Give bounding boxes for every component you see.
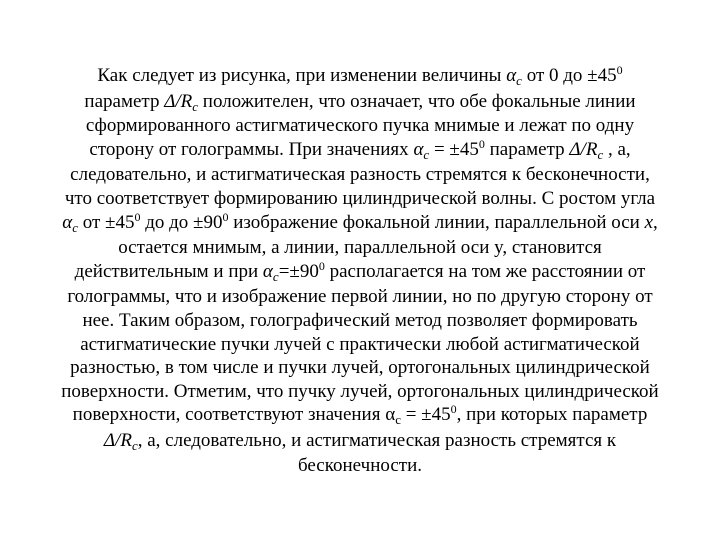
text-line bbox=[22, 403, 698, 429]
math-symbol: α bbox=[262, 260, 273, 282]
text-run: сторону от голограммы. При значениях bbox=[89, 138, 414, 160]
math-symbol: x bbox=[644, 211, 654, 233]
body-text-paragraph bbox=[22, 64, 698, 477]
text-run: следовательно, и астигматическая разность стремятся к бесконечности, bbox=[70, 164, 650, 186]
text-run: параметр bbox=[84, 90, 165, 112]
text-line bbox=[22, 429, 698, 454]
text-run: , при которых параметр bbox=[456, 404, 648, 426]
text-run: поверхности. Отметим, что пучку лучей, ортогональных цилиндрической bbox=[61, 380, 659, 402]
math-symbol: Δ/R bbox=[164, 90, 193, 112]
text-run: = ±45 bbox=[429, 138, 479, 160]
text-run: =±90 bbox=[278, 260, 319, 282]
text-run: до до ±90 bbox=[140, 211, 223, 233]
math-symbol: Δ/R bbox=[569, 138, 598, 160]
text-run: α bbox=[385, 404, 396, 426]
text-line bbox=[22, 356, 698, 380]
superscript-text: 0 bbox=[134, 209, 141, 224]
text-run: действительным и при bbox=[74, 260, 263, 282]
text-line bbox=[22, 114, 698, 138]
subscript-text: с bbox=[131, 437, 138, 453]
math-symbol: α bbox=[506, 65, 517, 86]
text-run: разностью, в том числе и пучки лучей, ортогональных цилиндрической bbox=[70, 357, 650, 379]
math-symbol: α bbox=[413, 138, 424, 160]
subscript-text: с bbox=[272, 268, 279, 284]
text-line bbox=[22, 309, 698, 333]
text-line bbox=[22, 260, 698, 286]
math-symbol: α bbox=[62, 211, 73, 233]
text-line bbox=[22, 285, 698, 309]
math-symbol: Δ/R bbox=[103, 429, 132, 451]
subscript-text: с bbox=[423, 146, 430, 162]
text-line bbox=[22, 90, 698, 115]
text-run: что соответствует формированию цилиндрической волны. С ростом угла bbox=[64, 187, 656, 209]
text-run: бесконечности. bbox=[297, 454, 422, 476]
text-run: положителен, что означает, что обе фокальные линии bbox=[198, 90, 636, 112]
subscript-text: с bbox=[395, 412, 401, 428]
subscript-text: с bbox=[192, 98, 199, 114]
text-run: изображение фокальной линии, параллельной оси bbox=[228, 211, 645, 233]
superscript-text: 0 bbox=[318, 258, 325, 273]
text-run: , а, следовательно, и астигматическая разность стремятся к bbox=[137, 429, 617, 451]
text-line bbox=[22, 454, 698, 478]
text-run: параметр bbox=[484, 138, 570, 160]
superscript-text: 0 bbox=[450, 402, 457, 417]
text-run: Как следует из рисунка, при изменении величины bbox=[97, 65, 507, 86]
text-run: поверхности, соответствуют значения bbox=[72, 404, 386, 426]
subscript-text: с bbox=[597, 146, 604, 162]
superscript-text: 0 bbox=[222, 209, 229, 224]
superscript-text: 0 bbox=[478, 136, 485, 151]
text-run: = ±45 bbox=[400, 404, 451, 426]
text-line bbox=[22, 236, 698, 260]
text-run: сформированного астигматического пучка мнимые и лежат по одну bbox=[85, 115, 635, 137]
text-line bbox=[22, 333, 698, 357]
text-run: остается мнимым, а линии, параллельной оси y, становится bbox=[118, 237, 602, 259]
text-line bbox=[22, 163, 698, 187]
subscript-text: с bbox=[72, 219, 78, 235]
text-line bbox=[22, 64, 698, 90]
text-run: голограммы, что и изображение первой линии, но по другую сторону от bbox=[67, 286, 653, 308]
superscript-text: 0 bbox=[616, 63, 623, 77]
text-run: располагается на том же расстоянии от bbox=[324, 260, 646, 282]
text-run: , а, bbox=[603, 138, 631, 160]
subscript-text: с bbox=[516, 73, 522, 88]
text-line bbox=[22, 187, 698, 211]
text-run: от 0 до ±45 bbox=[521, 65, 617, 86]
text-line bbox=[22, 211, 698, 237]
text-run: нее. Таким образом, голографический метод позволяет формировать bbox=[82, 309, 638, 331]
text-line bbox=[22, 138, 698, 164]
text-run: от ±45 bbox=[77, 211, 135, 233]
text-run: , bbox=[653, 211, 658, 233]
text-line bbox=[22, 380, 698, 404]
text-run: астигматические пучки лучей с практически любой астигматической bbox=[80, 333, 640, 355]
